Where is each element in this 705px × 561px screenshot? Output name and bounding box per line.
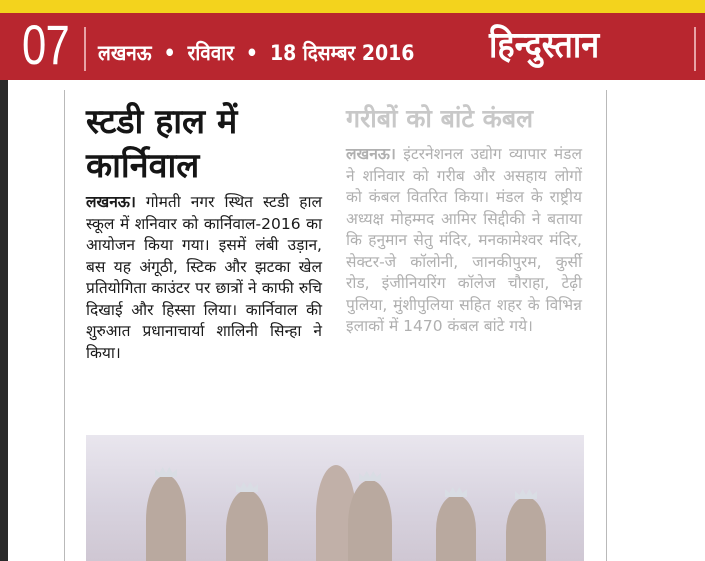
faded-story-dateline: लखनऊ। (346, 145, 396, 163)
headline-line: स्टडी हाल में (86, 102, 238, 142)
page-header (0, 13, 705, 80)
header-day: रविवार (187, 41, 234, 65)
headline-line: कार्निवाल (86, 146, 200, 186)
header-divider (694, 27, 696, 71)
photo-figure (226, 490, 268, 561)
column-rule (606, 90, 607, 561)
photo-figure (436, 495, 476, 561)
story-dateline: लखनऊ। (86, 193, 136, 211)
story-headline (86, 100, 326, 188)
column-rule (64, 90, 65, 561)
crown-icon (359, 471, 381, 481)
photo-figure (348, 480, 392, 561)
crown-icon (155, 467, 177, 477)
top-color-strip (0, 0, 705, 13)
header-separator: • (163, 41, 176, 65)
crown-icon (515, 489, 537, 499)
crown-icon (236, 482, 258, 492)
carnival-photo (86, 435, 584, 561)
page-gutter (0, 80, 8, 561)
header-date: 18 दिसम्बर 2016 (269, 41, 415, 65)
faded-story-body (346, 144, 582, 338)
faded-story-text: इंटरनेशनल उद्योग व्यापार मंडल ने शनिवार को गरीब और असहाय लोगों को कंबल वितरित किया। मंडल के राष्ट्रीय अध्यक्ष मोहम्मद आमिर सिद्दीकी ने बताया कि हनुमान सेतु मंदिर, मनकामेश्वर मंदिर, सेक्टर-जे कॉलोनी, जानकीपुरम, कुर्सी रोड, इंजीनियरिंग कॉलेज चौराहा, टेढ़ी पुलिया, मुंशीपुलिया सहित शहर के विभिन्न इलाकों में 1470 कंबल बांटे गये। (346, 145, 582, 335)
story-body (86, 192, 322, 364)
page-number: 07 (22, 13, 70, 76)
photo-figure (506, 497, 546, 561)
header-divider (84, 27, 86, 71)
newspaper-masthead: हिन्दुस्तान (489, 25, 600, 66)
faded-story-headline: गरीबों को बांटे कंबल (346, 104, 534, 133)
header-city: लखनऊ (98, 41, 152, 65)
crown-icon (445, 487, 467, 497)
photo-figure (146, 475, 186, 561)
header-dateline (98, 39, 414, 67)
story-text: गोमती नगर स्थित स्टडी हाल स्कूल में शनिवार को कार्निवाल-2016 का आयोजन किया गया। इसमें लंबी उड़ान, बस यह अंगूठी, स्टिक और झटका खेल प्रतियोगिता काउंटर पर छात्रों ने काफी रुचि दिखाई और हिस्सा लिया। कार्निवाल की शुरुआत प्रधानाचार्या शालिनी सिन्हा ने किया। (86, 193, 322, 362)
header-separator: • (245, 41, 259, 65)
